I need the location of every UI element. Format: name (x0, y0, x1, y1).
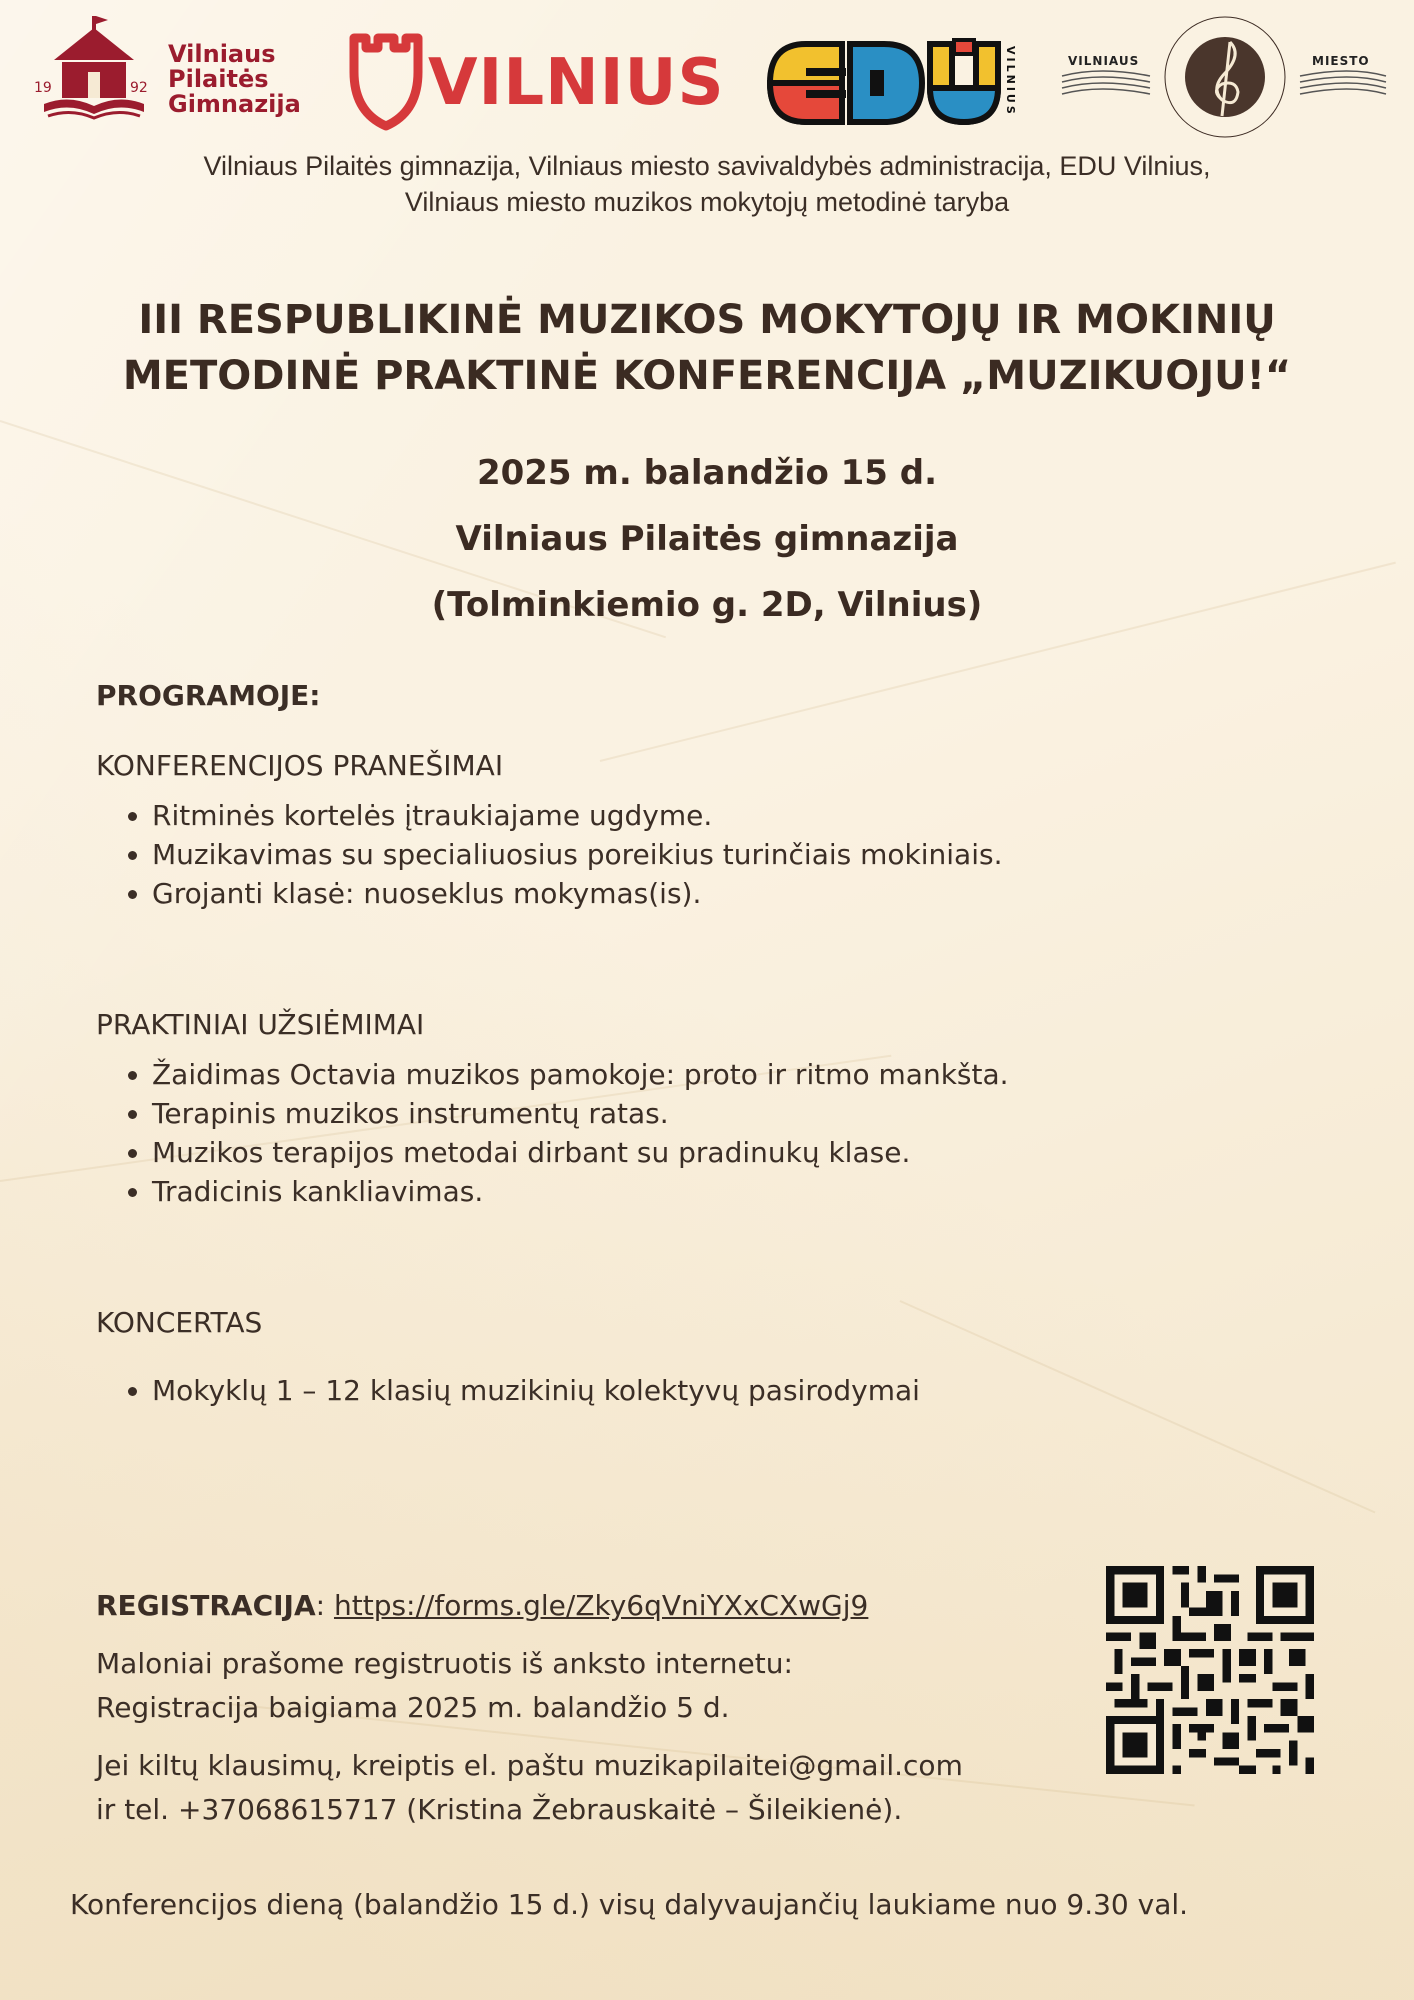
edu-vertical-text: VILNIUS (1004, 46, 1017, 117)
event-date: 2025 m. balandžio 15 d. (476, 453, 938, 493)
logo-row (0, 12, 1414, 132)
program-heading: PROGRAMOJE: (96, 679, 321, 712)
registration-label: REGISTRACIJA (96, 1589, 316, 1622)
gimnazija-year-right: 92 (130, 80, 148, 96)
gimnazija-year-left: 19 (34, 80, 52, 96)
gimnazija-name (168, 42, 301, 117)
list-item: • Mokyklų 1 – 12 klasių muzikinių kolektyvų pasirodymai (152, 1371, 1196, 1410)
event-address: (Tolminkiemio g. 2D, Vilnius) (431, 585, 983, 625)
list-item: • Muzikos terapijos metodai dirbant su pradinukų klase. (152, 1133, 1196, 1172)
edu-letters-icon (766, 38, 1002, 128)
contact-line2: ir tel. +37068615717 (Kristina Žebrauskaitė – Šileikienė). (96, 1793, 903, 1826)
castle-tower-icon (346, 32, 426, 132)
footer-note: Konferencijos dieną (balandžio 15 d.) visų dalyvaujančių laukiame nuo 9.30 val. (70, 1888, 1189, 1921)
list-item: • Terapinis muzikos instrumentų ratas. (152, 1094, 1196, 1133)
registration-note2: Registracija baigiama 2025 m. balandžio 5 d. (96, 1691, 730, 1724)
organizers-line1: Vilniaus Pilaitės gimnazija, Vilniaus miesto savivaldybės administracija, EDU Vilnius, (203, 151, 1211, 181)
gimnazija-name-line1: Vilniaus (168, 40, 276, 68)
registration-block (96, 1584, 1076, 1832)
section-title-concert: KONCERTAS (96, 1306, 263, 1339)
section-title-presentations: KONFERENCIJOS PRANEŠIMAI (96, 749, 504, 782)
treble-clef-seal-icon (1160, 12, 1290, 142)
gimnazija-name-line2: Pilaitės (168, 65, 269, 93)
program (96, 676, 1196, 1410)
list-item: • Žaidimas Octavia muzikos pamokoje: proto ir ritmo mankšta. (152, 1055, 1196, 1094)
list-item: • Grojanti klasė: nuoseklus mokymas(is). (152, 874, 1196, 913)
registration-note1: Maloniai prašome registruotis iš anksto internetu: (96, 1647, 793, 1680)
metodine-taryba-logo (1060, 12, 1390, 142)
organizers-line2: Vilniaus miesto muzikos mokytojų metodinė taryba (404, 187, 1010, 217)
registration-line: REGISTRACIJA: https://forms.gle/Zky6qVniYXxCXwGj9 (96, 1589, 869, 1622)
workshops-list (96, 1055, 1196, 1211)
conference-title (40, 292, 1374, 404)
conference-title-line2: METODINĖ PRAKTINĖ KONFERENCIJA „MUZIKUOJU!“ (122, 353, 1292, 399)
gimnazija-emblem-icon (34, 12, 154, 132)
qr-code-icon[interactable] (1106, 1566, 1314, 1774)
registration-link[interactable]: https://forms.gle/Zky6qVniYXxCXwGj9 (333, 1589, 869, 1622)
event-venue: Vilniaus Pilaitės gimnazija (455, 519, 959, 559)
list-item: • Muzikavimas su specialiuosius poreikius turinčiais mokiniais. (152, 835, 1196, 874)
gimnazija-name-line3: Gimnazija (168, 90, 301, 118)
presentations-list (96, 796, 1196, 913)
event-info (0, 448, 1414, 646)
taryba-left-text: VILNIAUS (1068, 54, 1140, 68)
vilnius-wordmark: VILNIUS (428, 46, 725, 120)
contact-line1: Jei kiltų klausimų, kreiptis el. paštu muzikapilaitei@gmail.com (96, 1749, 963, 1782)
edu-vilnius-logo (766, 38, 1026, 138)
taryba-right-text: MIESTO (1312, 54, 1370, 68)
organizers-text (0, 148, 1414, 220)
list-item: • Tradicinis kankliavimas. (152, 1172, 1196, 1211)
section-title-workshops: PRAKTINIAI UŽSIĖMIMAI (96, 1008, 425, 1041)
gimnazija-logo (34, 12, 324, 132)
list-item: • Ritminės kortelės įtraukiajame ugdyme. (152, 796, 1196, 835)
conference-title-line1: III RESPUBLIKINĖ MUZIKOS MOKYTOJŲ IR MOKINIŲ (138, 297, 1276, 343)
concert-list (96, 1371, 1196, 1410)
vilnius-city-logo (346, 28, 756, 138)
